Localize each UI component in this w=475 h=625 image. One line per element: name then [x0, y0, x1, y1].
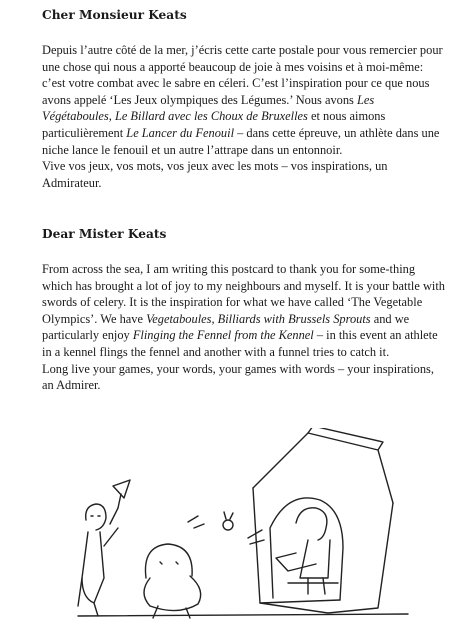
french-italic-2: Le Lancer du Fenouil [126, 125, 235, 140]
ground-line [78, 614, 408, 616]
english-paragraph [42, 261, 447, 394]
english-text-3: – in this event an athlete in a kennel flings the fennel and another with a funnel tries to catch it. [42, 328, 438, 359]
english-section [42, 225, 447, 394]
french-text-3: – dans cette épreuve, un athlète dans une niche lance le fenouil et un autre l’attrape dans un entonnoir. [42, 125, 440, 157]
french-paragraph [42, 42, 447, 191]
english-signoff: Long live your games, your words, your games with words – your inspirations, an Admirer. [42, 361, 434, 393]
french-italic-1: Les Végétaboules, Le Billard avec les Choux de Bruxelles [42, 92, 375, 124]
funnel-catcher [78, 480, 130, 616]
kennel-illustration [38, 428, 448, 623]
english-text-2: and we particularly enjoy [42, 311, 410, 343]
kennel [253, 428, 393, 613]
french-signoff: Vive vos jeux, vos mots, vos jeux avec les mots – vos inspirations, un Admirateur. [42, 159, 388, 190]
english-text-1: From across the sea, I am writing this postcard to thank you for some-thing which has brought a lot of joy to my neighbours and myself. It is your battle with swords of celery. It is the inspiration for what we have called ‘The Vegetable Olympics’. We have [42, 262, 445, 326]
french-heading: Cher Monsieur Keats [42, 8, 187, 22]
fennel [188, 512, 264, 544]
english-italic-1: Vegetaboules, Billiards with Brussels Sprouts [146, 311, 371, 326]
french-section [42, 6, 447, 191]
kennel-athlete [276, 508, 338, 594]
french-text-1: Depuis l’autre côté de la mer, j’écris cette carte postale pour vous remercier pour une chose qui nous a apporté beaucoup de joie à mes voisins et à moi-même: c’est votre combat avec le sabre en céleri. C’est l’inspiration pour ce que nous avons appelé ‘Les Jeux olympiques des Légumes.’ Nous avons [42, 43, 443, 107]
french-text-2: et nous aimons particulièrement [42, 109, 386, 140]
illustration-drawing [38, 428, 448, 623]
english-heading: Dear Mister Keats [42, 227, 167, 241]
english-italic-2: Flinging the Fennel from the Kennel [132, 328, 314, 343]
middle-figure [144, 544, 201, 618]
